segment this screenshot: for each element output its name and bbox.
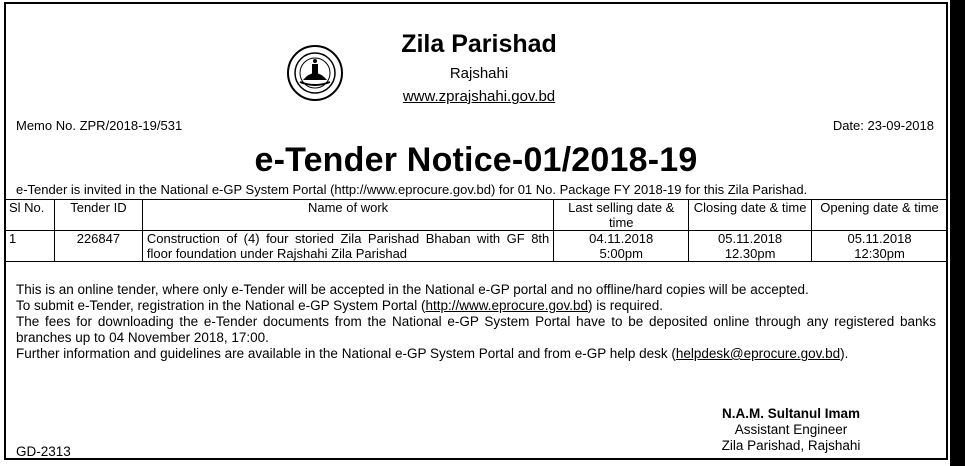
header xyxy=(6,4,946,104)
zila-parishad-seal-icon xyxy=(286,44,344,102)
note-online: This is an online tender, where only e-Tender will be accepted in the National e-GP portal and no offline/hard copies will be accepted. xyxy=(16,282,809,297)
footer-code: GD-2313 xyxy=(16,444,71,459)
last-selling-time: 5:00pm xyxy=(599,246,643,261)
cell-sl: 1 xyxy=(5,231,55,262)
table-header-row xyxy=(5,200,948,231)
tender-notes xyxy=(16,282,936,362)
org-website-link[interactable]: www.zprajshahi.gov.bd xyxy=(402,88,556,105)
opening-date: 05.11.2018 xyxy=(847,231,912,246)
last-selling-date: 04.11.2018 xyxy=(589,231,654,246)
closing-time: 12.30pm xyxy=(724,246,776,261)
signatory-designation: Assistant Engineer xyxy=(734,422,848,437)
note-registration-prefix: To submit e-Tender, registration in the National e-GP System Portal ( xyxy=(16,298,426,313)
eprocure-link[interactable]: http://www.eprocure.gov.bd xyxy=(425,298,589,313)
cell-closing xyxy=(689,231,812,262)
col-header-opening: Opening date & time xyxy=(812,200,948,231)
closing-date: 05.11.2018 xyxy=(718,231,783,246)
note-info xyxy=(16,346,936,362)
col-header-closing: Closing date & time xyxy=(689,200,812,231)
cell-tender-id: 226847 xyxy=(54,231,142,262)
note-info-suffix: ). xyxy=(840,346,849,361)
col-header-work: Name of work xyxy=(142,200,553,231)
note-fees: The fees for downloading the e-Tender documents from the National e-GP System Portal have to be deposited online through any registered banks branches up to 04 November 2018, 17:00. xyxy=(16,314,936,345)
cell-opening xyxy=(812,231,948,262)
intro-text: e-Tender is invited in the National e-GP System Portal (http://www.eprocure.gov.bd) for 01 No. Package FY 2018-19 for this Zila Parishad. xyxy=(16,182,808,197)
col-header-last-selling: Last selling date & time xyxy=(554,200,689,231)
note-info-prefix: Further information and guidelines are available in the National e-GP System Portal and from e-GP help desk ( xyxy=(16,346,676,361)
memo-number: Memo No. ZPR/2018-19/531 xyxy=(16,118,183,133)
tender-notice-document xyxy=(4,2,948,460)
table-row xyxy=(5,231,948,262)
col-header-sl: Sl No. xyxy=(5,200,55,231)
col-header-tender-id: Tender ID xyxy=(54,200,142,231)
right-edge-bar xyxy=(950,0,965,466)
org-name: Zila Parishad xyxy=(401,30,557,58)
signatory-office: Zila Parishad, Rajshahi xyxy=(721,438,861,453)
tender-table xyxy=(4,199,948,262)
cell-work: Construction of (4) four storied Zila Parishad Bhaban with GF 8th floor foundation under Rajshahi Zila Parishad xyxy=(142,231,553,262)
opening-time: 12:30pm xyxy=(854,246,905,261)
page-title: e-Tender Notice-01/2018-19 xyxy=(254,141,698,179)
note-registration xyxy=(16,298,936,314)
helpdesk-email-link[interactable]: helpdesk@eprocure.gov.bd xyxy=(675,346,841,361)
notice-date: Date: 23-09-2018 xyxy=(832,118,934,133)
signatory-name: N.A.M. Sultanul Imam xyxy=(721,406,860,421)
signature-block xyxy=(706,406,876,454)
cell-last-selling xyxy=(554,231,689,262)
org-city: Rajshahi xyxy=(449,65,509,82)
note-registration-suffix: ) is required. xyxy=(588,298,664,313)
